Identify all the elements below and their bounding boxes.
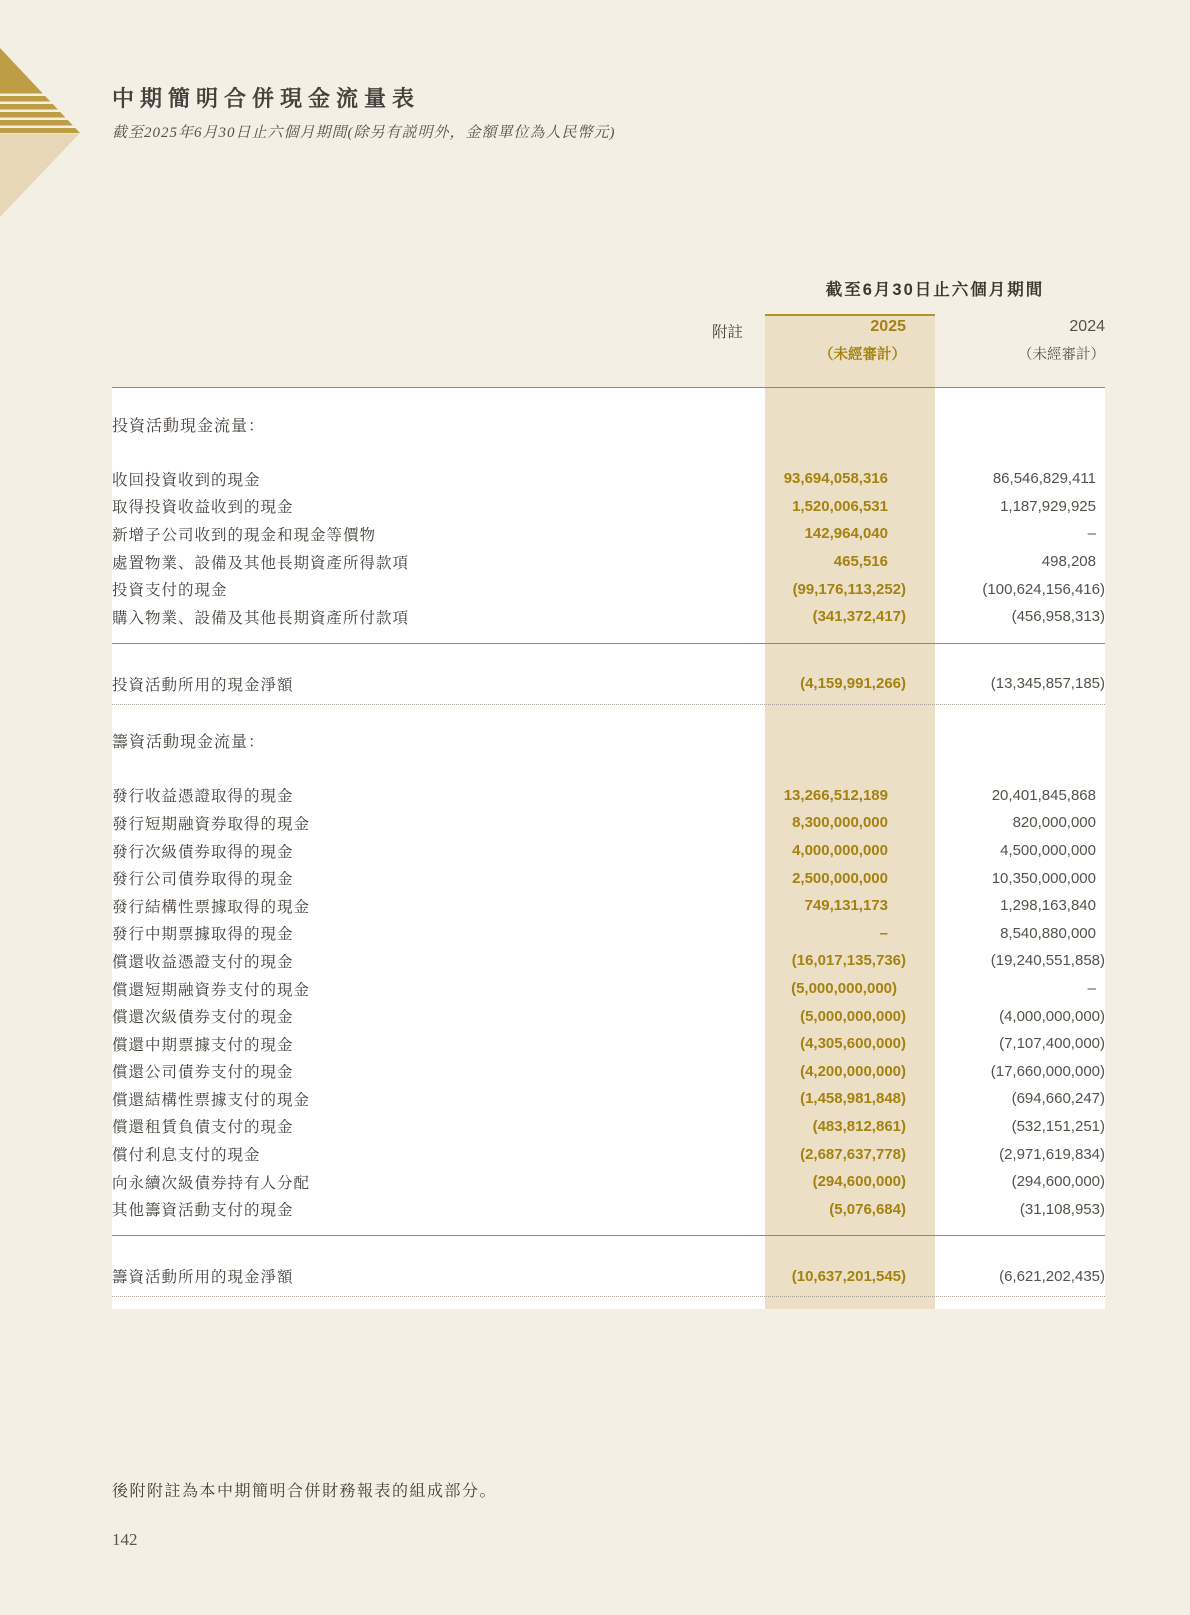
table-row bbox=[112, 465, 1105, 493]
total-row bbox=[112, 670, 1105, 698]
table-row bbox=[112, 1002, 1105, 1030]
value-2025: 142,964,040 bbox=[804, 525, 888, 543]
row-label: 購入物業、設備及其他長期資產所付款項 bbox=[112, 609, 410, 627]
value-2024: 8,540,880,000 bbox=[1000, 924, 1096, 942]
row-label: 償還公司債券支付的現金 bbox=[112, 1064, 294, 1082]
page-title: 中期簡明合併現金流量表 bbox=[112, 86, 421, 111]
value-2024: (2,971,619,834) bbox=[999, 1145, 1105, 1163]
value-2025: 13,266,512,189 bbox=[783, 786, 888, 804]
table-row bbox=[112, 1058, 1105, 1086]
notes-column-header: 附註 bbox=[711, 324, 743, 341]
statement-footnote: 後附附註為本中期簡明合併財務報表的組成部分。 bbox=[112, 1483, 498, 1500]
page-subtitle: 截至2025年6月30日止六個月期間(除另有説明外，金額單位為人民幣元) bbox=[112, 125, 616, 141]
value-2024: 1,187,929,925 bbox=[1000, 497, 1096, 515]
table-row bbox=[112, 493, 1105, 521]
table-row bbox=[112, 947, 1105, 975]
value-2025: 8,300,000,000 bbox=[792, 814, 888, 832]
column-subheader-2025-unaudited: （未經審計） bbox=[819, 347, 906, 363]
section-heading-row bbox=[112, 410, 1105, 438]
row-label: 償還中期票據支付的現金 bbox=[112, 1036, 294, 1054]
table-row bbox=[112, 1168, 1105, 1196]
value-2024: – bbox=[1087, 525, 1096, 543]
row-label: 償還收益憑證支付的現金 bbox=[112, 953, 294, 971]
corner-triangle-tan-decoration bbox=[0, 133, 80, 217]
period-header: 截至6月30日止六個月期間 bbox=[825, 281, 1045, 299]
value-2025: (4,159,991,266) bbox=[800, 675, 906, 693]
row-label: 投資活動現金流量： bbox=[112, 417, 266, 435]
value-2025: (294,600,000) bbox=[812, 1173, 906, 1191]
period-header-underline bbox=[765, 314, 935, 316]
table-divider-dotted bbox=[112, 704, 1105, 705]
table-row bbox=[112, 864, 1105, 892]
value-2025: (5,000,000,000) bbox=[800, 1007, 906, 1025]
value-2024: 20,401,845,868 bbox=[991, 786, 1096, 804]
value-2025: (5,076,684) bbox=[829, 1200, 906, 1218]
value-2024: 86,546,829,411 bbox=[992, 470, 1096, 488]
value-2025: 465,516 bbox=[833, 553, 888, 571]
row-label: 籌資活動現金流量： bbox=[112, 734, 266, 752]
row-label: 投資支付的現金 bbox=[112, 582, 228, 600]
value-2025: (4,200,000,000) bbox=[800, 1062, 906, 1080]
row-label: 償還短期融資券支付的現金 bbox=[112, 981, 311, 999]
table-divider bbox=[112, 643, 1105, 644]
table-row bbox=[112, 975, 1105, 1003]
page-number: 142 bbox=[112, 1530, 138, 1549]
table-row bbox=[112, 782, 1105, 810]
value-2024: 820,000,000 bbox=[1012, 814, 1096, 832]
value-2024: 4,500,000,000 bbox=[1000, 842, 1096, 860]
value-2024: 10,350,000,000 bbox=[991, 869, 1096, 887]
table-row bbox=[112, 548, 1105, 576]
value-2025: (10,637,201,545) bbox=[791, 1267, 906, 1285]
row-label: 發行次級債券取得的現金 bbox=[112, 843, 294, 861]
row-label: 籌資活動所用的現金淨額 bbox=[112, 1269, 294, 1287]
table-divider-dotted bbox=[112, 1296, 1105, 1297]
row-label: 取得投資收益收到的現金 bbox=[112, 499, 294, 517]
value-2025: (2,687,637,778) bbox=[800, 1145, 906, 1163]
row-label: 償付利息支付的現金 bbox=[112, 1147, 261, 1165]
row-label: 償還租賃負債支付的現金 bbox=[112, 1119, 294, 1137]
row-label: 向永續次級債券持有人分配 bbox=[112, 1174, 311, 1192]
table-row bbox=[112, 1085, 1105, 1113]
value-2025: (341,372,417) bbox=[812, 608, 906, 626]
value-2025: – bbox=[879, 924, 888, 942]
value-2024: (17,660,000,000) bbox=[990, 1062, 1105, 1080]
value-2025: 2,500,000,000 bbox=[792, 869, 888, 887]
row-label: 新增子公司收到的現金和現金等價物 bbox=[112, 526, 377, 544]
row-label: 投資活動所用的現金淨額 bbox=[112, 676, 294, 694]
table-row bbox=[112, 809, 1105, 837]
total-row bbox=[112, 1262, 1105, 1290]
row-label: 發行短期融資券取得的現金 bbox=[112, 815, 311, 833]
value-2025: (483,812,861) bbox=[812, 1117, 906, 1135]
value-2024: (294,600,000) bbox=[1011, 1173, 1105, 1191]
row-label: 發行結構性票據取得的現金 bbox=[112, 898, 311, 916]
section-heading-row bbox=[112, 727, 1105, 755]
row-label: 發行公司債券取得的現金 bbox=[112, 871, 294, 889]
table-row bbox=[112, 1030, 1105, 1058]
column-header-2024: 2024 bbox=[1069, 318, 1105, 335]
value-2024: 498,208 bbox=[1041, 553, 1096, 571]
value-2025: 93,694,058,316 bbox=[783, 470, 888, 488]
value-2025: (16,017,135,736) bbox=[791, 952, 906, 970]
table-row bbox=[112, 837, 1105, 865]
table-row bbox=[112, 892, 1105, 920]
value-2024: (100,624,156,416) bbox=[982, 580, 1105, 598]
row-label: 處置物業、設備及其他長期資產所得款項 bbox=[112, 554, 410, 572]
table-header-rule bbox=[112, 387, 1105, 388]
row-label: 其他籌資活動支付的現金 bbox=[112, 1202, 294, 1220]
corner-stripes-decoration bbox=[0, 88, 86, 134]
value-2024: (6,621,202,435) bbox=[999, 1267, 1105, 1285]
table-row bbox=[112, 520, 1105, 548]
table-divider bbox=[112, 1235, 1105, 1236]
value-2025: 1,520,006,531 bbox=[792, 497, 888, 515]
table-rows bbox=[112, 388, 1105, 1309]
value-2024: (694,660,247) bbox=[1011, 1090, 1105, 1108]
column-subheader-2024-unaudited: （未經審計） bbox=[1018, 347, 1105, 363]
value-2024: (13,345,857,185) bbox=[990, 675, 1105, 693]
row-label: 償還次級債券支付的現金 bbox=[112, 1009, 294, 1027]
row-label: 發行中期票據取得的現金 bbox=[112, 926, 294, 944]
row-label: 收回投資收到的現金 bbox=[112, 471, 261, 489]
value-2024: (7,107,400,000) bbox=[999, 1035, 1105, 1053]
column-header-2025: 2025 bbox=[870, 318, 906, 335]
value-2025: (99,176,113,252) bbox=[792, 580, 906, 598]
value-2024: (19,240,551,858) bbox=[990, 952, 1105, 970]
table-row bbox=[112, 920, 1105, 948]
table-row bbox=[112, 1113, 1105, 1141]
table-row bbox=[112, 1195, 1105, 1223]
row-label: 發行收益憑證取得的現金 bbox=[112, 788, 294, 806]
value-2024: (532,151,251) bbox=[1011, 1117, 1105, 1135]
value-2025: (4,305,600,000) bbox=[800, 1035, 906, 1053]
value-2025: 4,000,000,000 bbox=[792, 842, 888, 860]
value-2024: 1,298,163,840 bbox=[1000, 897, 1096, 915]
value-2025: (1,458,981,848) bbox=[800, 1090, 906, 1108]
table-row bbox=[112, 603, 1105, 631]
row-label: 償還結構性票據支付的現金 bbox=[112, 1091, 311, 1109]
value-2024: (4,000,000,000) bbox=[999, 1007, 1105, 1025]
table-row bbox=[112, 1140, 1105, 1168]
value-2025: (5,000,000,000) bbox=[791, 980, 897, 998]
value-2025: 749,131,173 bbox=[804, 897, 888, 915]
value-2024: – bbox=[1087, 980, 1096, 998]
table-row bbox=[112, 575, 1105, 603]
value-2024: (456,958,313) bbox=[1011, 608, 1105, 626]
value-2024: (31,108,953) bbox=[1019, 1200, 1105, 1218]
